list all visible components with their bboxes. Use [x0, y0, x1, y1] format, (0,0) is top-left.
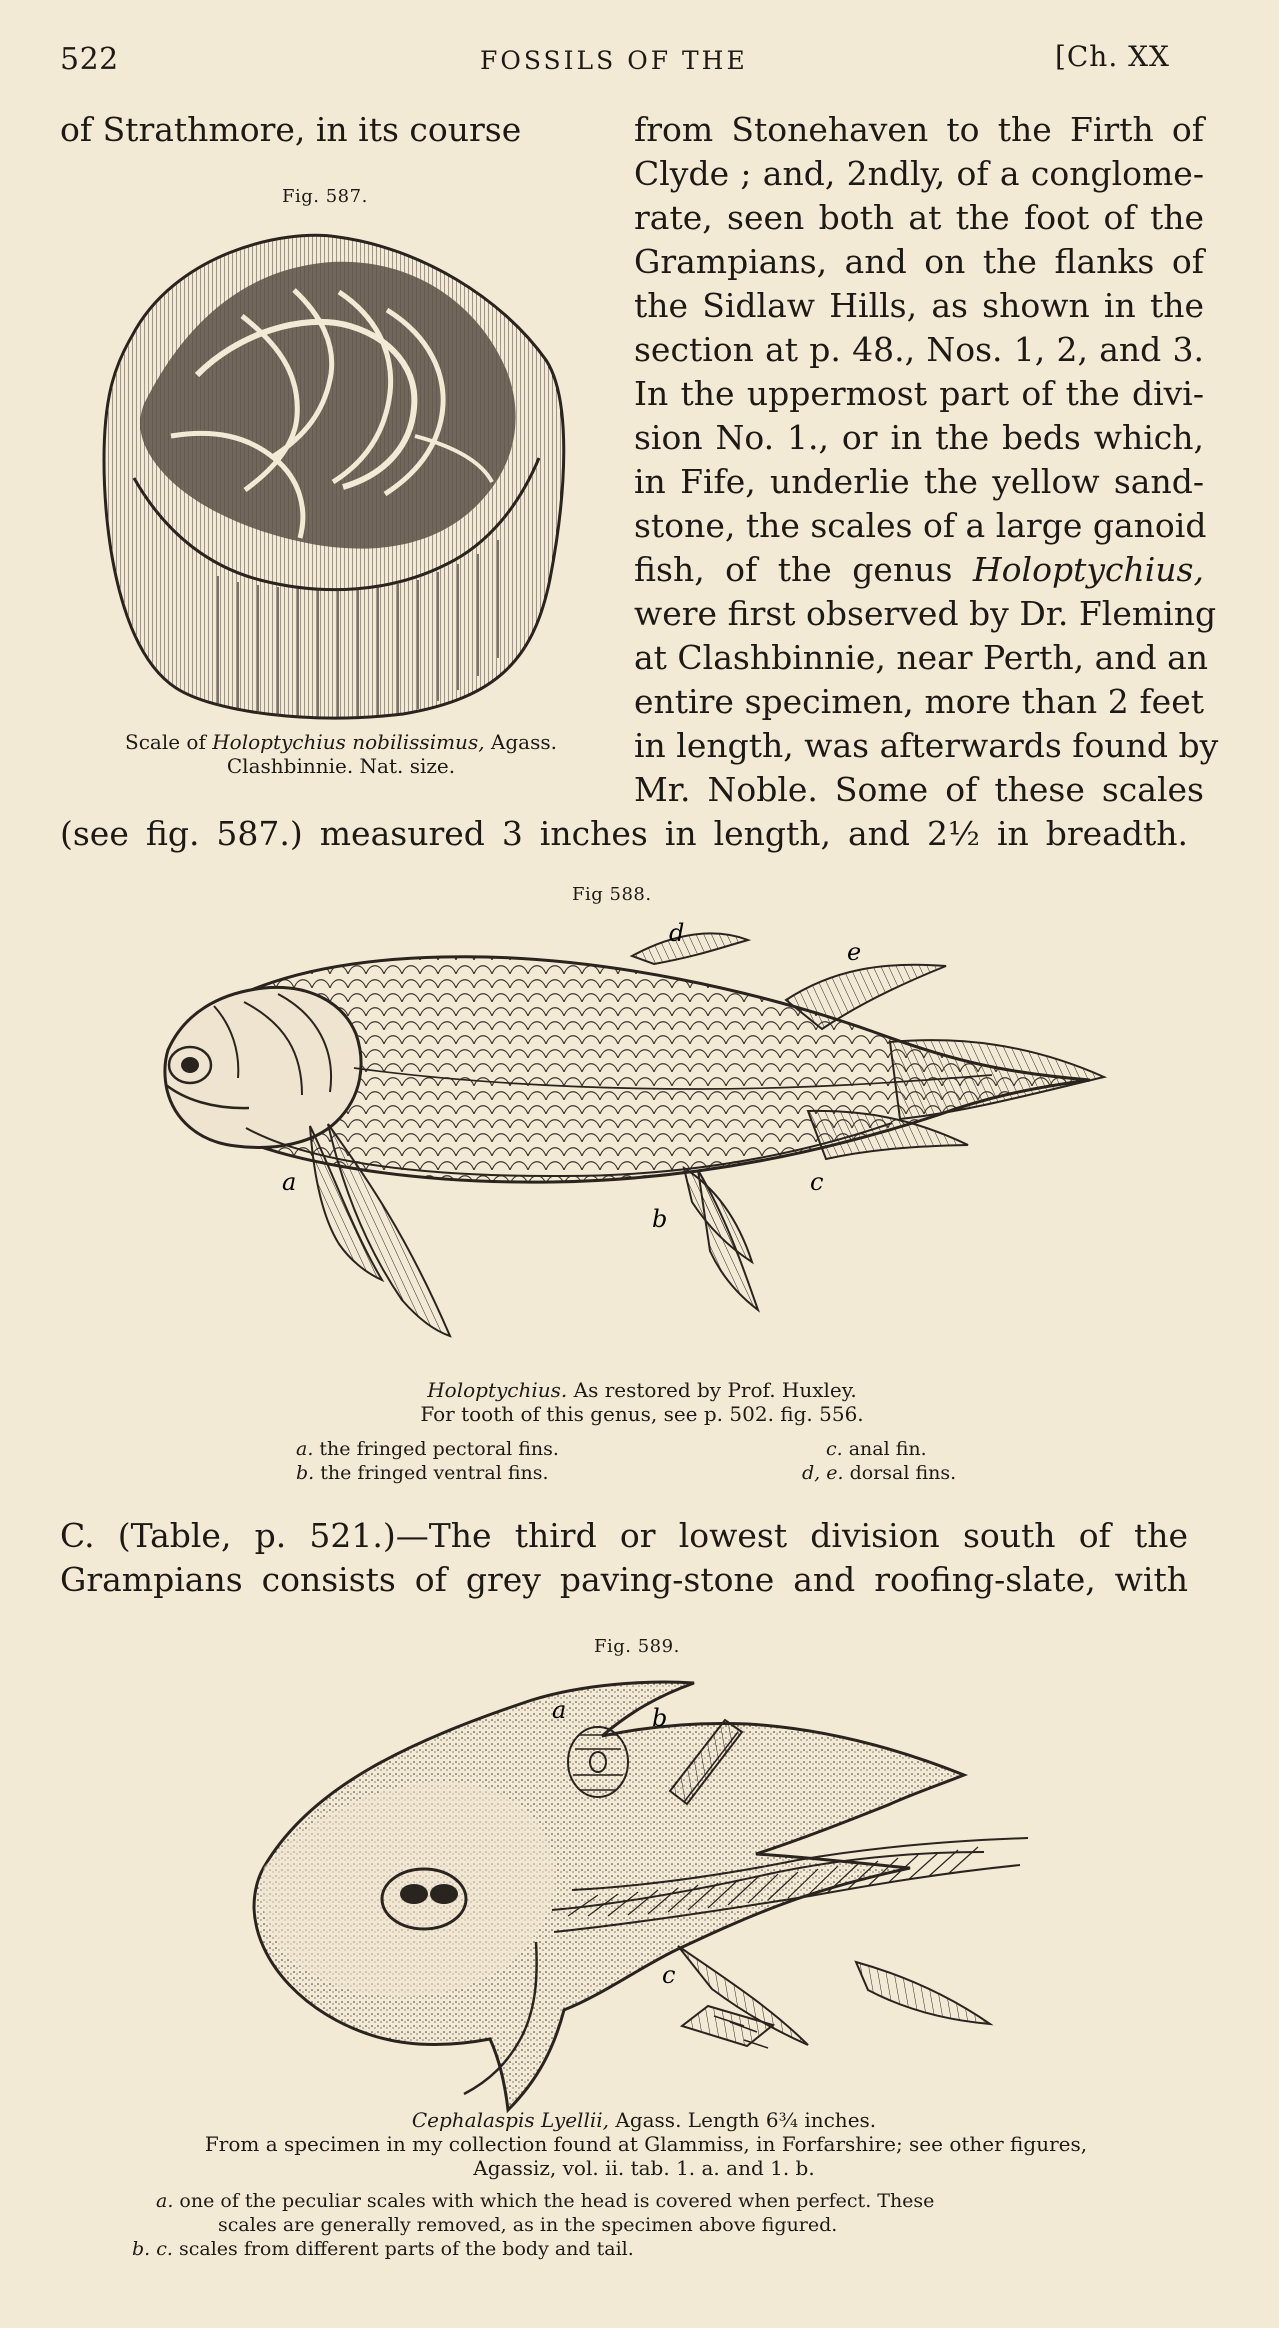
text-column-line-12: at Clashbinnie, near Perth, and an	[634, 638, 1209, 677]
text-column-line-7: sion No. 1., or in the beds which,	[634, 418, 1204, 457]
fig-589-note-a	[156, 2190, 1136, 2213]
text-line-1-left: of Strathmore, in its course	[60, 110, 522, 149]
fig-589-caption-line-3: Agassiz, vol. ii. tab. 1. a. and 1. b.	[473, 2156, 815, 2180]
page-number: 522	[60, 42, 119, 77]
fig-588-legend-c-text: anal fin.	[848, 1438, 927, 1460]
text-column-line-2: rate, seen both at the foot of the	[634, 198, 1204, 237]
fig-587-caption-suffix: Agass.	[490, 730, 557, 754]
fig-588-label-b: b	[652, 1205, 668, 1233]
fig-588-legend-a-text: the fringed pectoral fins.	[319, 1438, 559, 1460]
fig-589-label-b: b	[652, 1704, 668, 1732]
text-column-line-14: in length, was afterwards found by	[634, 726, 1219, 765]
text-column-line-15: Mr. Noble. Some of these scales	[634, 770, 1204, 809]
fig-588-label-a: a	[282, 1168, 297, 1196]
fig-588-legend-b	[296, 1462, 616, 1485]
text-column-line-3: Grampians, and on the flanks of	[634, 242, 1204, 281]
fig-589-label-a: a	[552, 1696, 567, 1724]
text-column-line-6: In the uppermost part of the divi-	[634, 374, 1204, 413]
fig-589-caption-line-1	[294, 2108, 994, 2132]
fig-589-note-b-c	[132, 2238, 782, 2261]
text-column-line-10-italic: Holoptychius,	[972, 550, 1204, 589]
fig-589-note-b-c-text: scales from different parts of the body and tail.	[178, 2238, 634, 2260]
fig-588-label: Fig 588.	[572, 884, 652, 905]
text-full-line-measurement: (see fig. 587.) measured 3 inches in length, and 2½ in breadth.	[60, 814, 1188, 853]
text-line-1-right: from Stonehaven to the Firth of	[634, 110, 1204, 149]
fig-588-legend-b-letter: b.	[296, 1462, 315, 1484]
fig-589-note-a-text: one of the peculiar scales with which the head is covered when perfect. These	[179, 2190, 935, 2212]
fig-589-label: Fig. 589.	[594, 1636, 680, 1657]
fig-588-label-c: c	[810, 1168, 824, 1196]
fig-588-label-e: e	[847, 938, 862, 966]
text-column-line-10-roman: fish, of the genus	[634, 550, 953, 589]
fig-589-label-c: c	[662, 1961, 676, 1989]
fig-588-legend-d-e-text: dorsal fins.	[849, 1462, 957, 1484]
text-column-line-13: entire specimen, more than 2 feet	[634, 682, 1204, 721]
text-column-line-9: stone, the scales of a large ganoid	[634, 506, 1207, 545]
text-column-line-1: Clyde ; and, 2ndly, of a conglome-	[634, 154, 1204, 193]
text-column-line-4: the Sidlaw Hills, as shown in the	[634, 286, 1204, 325]
page-header	[60, 36, 1170, 82]
fig-587-caption-line-2: Clashbinnie. Nat. size.	[226, 754, 456, 778]
fig-588-legend-c-letter: c.	[826, 1438, 843, 1460]
fig-589-caption-line-2: From a specimen in my collection found at Glammiss, in Forfarshire; see other figures,	[204, 2132, 1088, 2156]
text-column-line-10	[634, 548, 1204, 592]
fig-589-note-b-c-letter: b. c.	[132, 2238, 173, 2260]
fig-588-legend-a	[296, 1438, 596, 1461]
text-column-line-5: section at p. 48., Nos. 1, 2, and 3.	[634, 330, 1204, 369]
fig-588-caption-italic-genus: Holoptychius.	[427, 1378, 568, 1402]
fig-589-caption-rest: Agass. Length 6¾ inches.	[615, 2108, 877, 2132]
fig-588-legend-d-e	[802, 1462, 1022, 1485]
fig-588-legend-d-e-letter: d, e.	[802, 1462, 844, 1484]
paragraph-c-line-2: Grampians consists of grey paving-stone and roofing-slate, with	[60, 1560, 1188, 1599]
fig-588-legend-b-text: the fringed ventral fins.	[320, 1462, 549, 1484]
fig-589-cephalaspis-illustration	[208, 1676, 1078, 2120]
text-column-line-11: were first observed by Dr. Fleming	[634, 594, 1217, 633]
fig-588-label-d: d	[669, 919, 685, 947]
running-title: FOSSILS OF THE	[480, 46, 748, 75]
chapter-reference: [Ch. XX	[1054, 40, 1170, 73]
fig-589-caption-italic-species: Cephalaspis Lyellii,	[411, 2108, 610, 2132]
fig-587-caption	[96, 730, 586, 754]
fig-587-caption-prefix: Scale of	[125, 730, 206, 754]
fig-588-legend-c	[826, 1438, 1006, 1461]
fig-589-note-a-continued: scales are generally removed, as in the specimen above figured.	[218, 2214, 838, 2236]
fig-588-caption-line-1	[292, 1378, 992, 1402]
fig-587-label: Fig. 587.	[282, 186, 368, 207]
paragraph-c-line-1: C. (Table, p. 521.)—The third or lowest division south of the	[60, 1516, 1188, 1555]
fig-588-caption-line-2: For tooth of this genus, see p. 502. fig. 556.	[420, 1402, 864, 1426]
fig-587-scale-illustration	[96, 220, 574, 720]
fig-588-caption-rest: As restored by Prof. Huxley.	[573, 1378, 857, 1402]
fig-589-note-a-letter: a.	[156, 2190, 174, 2212]
fig-587-caption-italic-species: Holoptychius nobilissimus,	[212, 730, 485, 754]
fig-588-holoptychius-illustration	[132, 918, 1114, 1370]
fig-588-legend-a-letter: a.	[296, 1438, 314, 1460]
text-column-line-8: in Fife, underlie the yellow sand-	[634, 462, 1204, 501]
